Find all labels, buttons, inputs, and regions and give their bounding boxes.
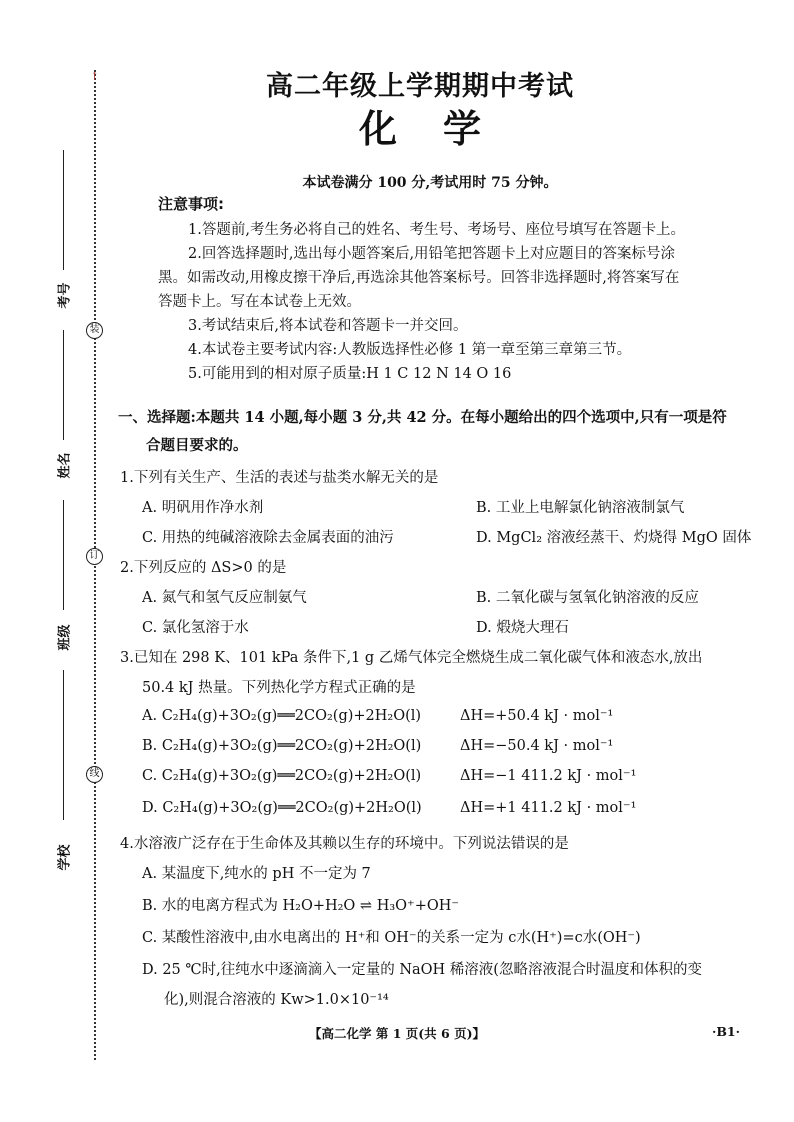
page-footer: 【高二化学 第 1 页(共 6 页)】 bbox=[309, 1026, 485, 1041]
question-3-option-c: C. C₂H₄(g)+3O₂(g)══2CO₂(g)+2H₂O(l) bbox=[142, 768, 422, 784]
school-label: 学校 bbox=[57, 844, 73, 871]
question-3-stem-line-2: 50.4 kJ 热量。下列热化学方程式正确的是 bbox=[142, 680, 416, 696]
question-3-stem-line-1: 3.已知在 298 K、101 kPa 条件下,1 g 乙烯气体完全燃烧生成二氧化碳气体和液态水,放出 bbox=[120, 650, 703, 666]
binding-mark-ding: 订 bbox=[86, 548, 103, 565]
binding-mark-xian: 线 bbox=[86, 766, 103, 783]
binding-mark-zhuang: 装 bbox=[86, 322, 103, 339]
question-3-option-b: B. C₂H₄(g)+3O₂(g)══2CO₂(g)+2H₂O(l) bbox=[142, 738, 422, 754]
notice-line-7: 5.可能用到的相对原子质量:H 1 C 12 N 14 O 16 bbox=[188, 366, 512, 382]
question-4-option-d-continued: 化),则混合溶液的 Kw>1.0×10⁻¹⁴ bbox=[164, 992, 389, 1008]
question-1-option-c: C. 用热的纯碱溶液除去金属表面的油污 bbox=[142, 530, 394, 546]
notice-line-1: 1.答题前,考生务必将自己的姓名、考生号、考场号、座位号填写在答题卡上。 bbox=[188, 222, 685, 238]
binding-tick-mark: ↑ bbox=[90, 70, 100, 83]
notice-line-5: 3.考试结束后,将本试卷和答题卡一并交回。 bbox=[188, 318, 468, 334]
question-2-option-c: C. 氯化氢溶于水 bbox=[142, 620, 249, 636]
question-1-option-d: D. MgCl₂ 溶液经蒸干、灼烧得 MgO 固体 bbox=[476, 530, 752, 546]
question-1-stem: 1.下列有关生产、生活的表述与盐类水解无关的是 bbox=[120, 470, 439, 486]
paper-code: ·B1· bbox=[712, 1024, 740, 1039]
question-4-option-c: C. 某酸性溶液中,由水电离出的 H⁺和 OH⁻的关系一定为 c水(H⁺)=c水(OH⁻) bbox=[142, 930, 641, 946]
question-1-option-b: B. 工业上电解氯化钠溶液制氯气 bbox=[476, 500, 685, 516]
question-3-option-a: A. C₂H₄(g)+3O₂(g)══2CO₂(g)+2H₂O(l) bbox=[142, 708, 422, 724]
binding-dotted-line bbox=[94, 70, 96, 1060]
score-time-line: 本试卷满分 100 分,考试用时 75 分钟。 bbox=[302, 175, 558, 191]
question-4-stem: 4.水溶液广泛存在于生命体及其赖以生存的环境中。下列说法错误的是 bbox=[120, 836, 569, 852]
name-underline bbox=[63, 330, 64, 440]
question-4-option-a: A. 某温度下,纯水的 pH 不一定为 7 bbox=[142, 866, 371, 882]
question-4-option-d: D. 25 ℃时,往纯水中逐滴滴入一定量的 NaOH 稀溶液(忽略溶液混合时温度和体积的变 bbox=[142, 962, 702, 978]
section-heading-line-2: 合题目要求的。 bbox=[146, 437, 248, 454]
question-1-option-a: A. 明矾用作净水剂 bbox=[142, 500, 264, 516]
question-4-option-b: B. 水的电离方程式为 H₂O+H₂O ⇌ H₃O⁺+OH⁻ bbox=[142, 898, 460, 914]
question-2-stem: 2.下列反应的 ΔS>0 的是 bbox=[120, 560, 287, 576]
notice-line-2: 2.回答选择题时,选出每小题答案后,用铅笔把答题卡上对应题目的答案标号涂 bbox=[188, 246, 676, 262]
question-3-option-d: D. C₂H₄(g)+3O₂(g)══2CO₂(g)+2H₂O(l) bbox=[142, 800, 422, 816]
notice-line-6: 4.本试卷主要考试内容:人教版选择性必修 1 第一章至第三章第三节。 bbox=[188, 342, 632, 358]
notice-heading: 注意事项: bbox=[158, 195, 224, 213]
name-label: 姓名 bbox=[57, 452, 73, 479]
school-underline bbox=[63, 670, 64, 820]
question-2-option-a: A. 氮气和氢气反应制氨气 bbox=[142, 590, 307, 606]
exam-number-label: 考号 bbox=[57, 282, 73, 309]
class-underline bbox=[63, 500, 64, 610]
exam-title: 高二年级上学期期中考试 bbox=[266, 71, 574, 102]
subject-title: 化学 bbox=[358, 107, 527, 151]
section-heading-line-1: 一、选择题:本题共 14 小题,每小题 3 分,共 42 分。在每小题给出的四个选项中,只有一项是符 bbox=[118, 409, 727, 426]
question-3-option-c-dh: ΔH=−1 411.2 kJ · mol⁻¹ bbox=[460, 768, 637, 784]
class-label: 班级 bbox=[57, 624, 73, 651]
question-2-option-b: B. 二氧化碳与氢氧化钠溶液的反应 bbox=[476, 590, 699, 606]
question-3-option-d-dh: ΔH=+1 411.2 kJ · mol⁻¹ bbox=[460, 800, 637, 816]
question-2-option-d: D. 煅烧大理石 bbox=[476, 620, 569, 636]
question-3-option-a-dh: ΔH=+50.4 kJ · mol⁻¹ bbox=[460, 708, 614, 724]
question-3-option-b-dh: ΔH=−50.4 kJ · mol⁻¹ bbox=[460, 738, 614, 754]
notice-line-3: 黑。如需改动,用橡皮擦干净后,再选涂其他答案标号。回答非选择题时,将答案写在 bbox=[158, 270, 680, 286]
notice-line-4: 答题卡上。写在本试卷上无效。 bbox=[158, 294, 361, 310]
exam-number-underline bbox=[63, 150, 64, 270]
